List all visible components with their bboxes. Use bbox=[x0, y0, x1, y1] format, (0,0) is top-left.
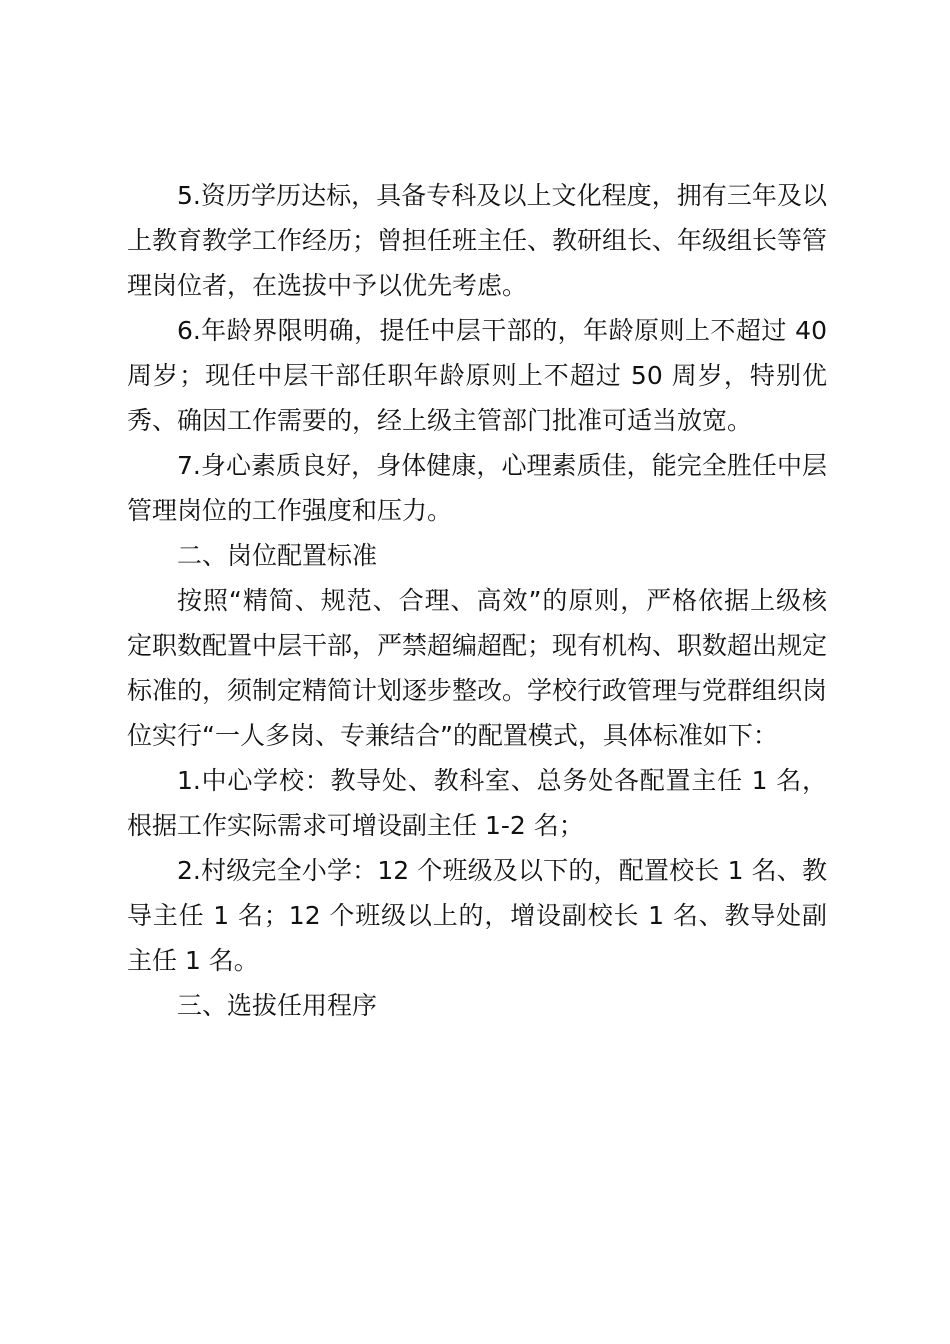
paragraph-standard-village-school: 2.村级完全小学：12 个班级及以下的，配置校长 1 名、教导主任 1 名；12 个班级以上的，增设副校长 1 名、教导处副主任 1 名。 bbox=[127, 856, 827, 975]
section-heading-position-standard: 二、岗位配置标准 bbox=[177, 541, 378, 570]
paragraph-qualification-7: 7.身心素质良好，身体健康，心理素质佳，能完全胜任中层管理岗位的工作强度和压力。 bbox=[127, 451, 827, 525]
paragraph-standard-central-school: 1.中心学校：教导处、教科室、总务处各配置主任 1 名，根据工作实际需求可增设副主任 1-2 名； bbox=[127, 766, 827, 840]
document-body bbox=[127, 173, 827, 1028]
paragraph-qualification-5: 5.资历学历达标，具备专科及以上文化程度，拥有三年及以上教育教学工作经历；曾担任班主任、教研组长、年级组长等管理岗位者，在选拔中予以优先考虑。 bbox=[127, 181, 828, 300]
paragraph-position-principle: 按照“精简、规范、合理、高效”的原则，严格依据上级核定职数配置中层干部，严禁超编超配；现有机构、职数超出规定标准的，须制定精简计划逐步整改。学校行政管理与党群组织岗位实行“一人多岗、专兼结合”的配置模式，具体标准如下： bbox=[127, 586, 828, 750]
paragraph-qualification-6: 6.年龄界限明确，提任中层干部的，年龄原则上不超过 40 周岁；现任中层干部任职年龄原则上不超过 50 周岁，特别优秀、确因工作需要的，经上级主管部门批准可适当放宽。 bbox=[127, 316, 827, 435]
section-heading-selection-procedure: 三、选拔任用程序 bbox=[177, 991, 378, 1020]
